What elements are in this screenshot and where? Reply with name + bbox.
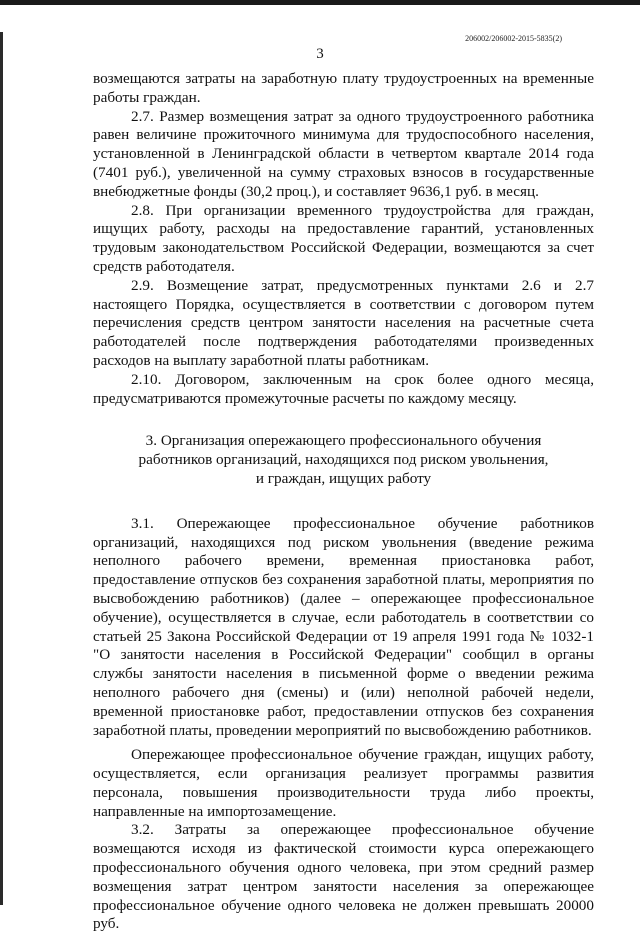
paragraph-3-2: 3.2. Затраты за опережающее профессиональное обучение возмещаются исходя из фактической стоимости курса опережающего профессионального обучения одного человека, при этом средний размер возмещения затрат центром занятости населения за опережающее профессиональное обучение одного человека не должен превышать 20000 руб. [93, 821, 594, 933]
page-number: 3 [316, 46, 324, 62]
document-id: 206002/206002-2015-5835(2) [465, 34, 562, 43]
paragraph-2-8: 2.8. При организации временного трудоустройства для граждан, ищущих работу, расходы на предоставление гарантий, установленных трудовым законодательством Российской Федерации, возмещаются за счет средств работодателя. [93, 201, 594, 275]
paragraph-3-1: 3.1. Опережающее профессиональное обучение работников организаций, находящихся под риском увольнения (введение режима неполного рабочего времени, временная приостановка работ, предоставление отпусков без сохранения заработной платы, мероприятия по высвобождению работников) (далее – опережающее профессиональное обучение), осуществляется в случае, если работодатель в соответствии со статьей 25 Закона Российской Федерации от 19 апреля 1991 года № 1032-1 "О занятости населения в Российской Федерации" сообщил в органы службы занятости населения в письменной форме о введении режима неполного рабочего дня (смены) и (или) неполной рабочей недели, временной приостановке работ, предоставлении отпусков без сохранения заработной платы, проведении мероприятий по высвобождению работников. [93, 514, 594, 739]
section-heading-line-3: и граждан, ищущих работу [255, 469, 432, 487]
paragraph-3-1-second: Опережающее профессиональное обучение граждан, ищущих работу, осуществляется, если организация реализует программы развития персонала, повышения производительности труда либо проекты, направленные на импортозамещение. [93, 746, 594, 820]
section-heading [93, 432, 594, 488]
paragraph-2-7: 2.7. Размер возмещения затрат за одного трудоустроенного работника равен величине прожиточного минимума для трудоспособного населения, установленной в Ленинградской области в четвертом квартале 2014 года (7401 руб.), увеличенной на сумму страховых взносов в государственные внебюджетные фонды (30,2 проц.), и составляет 9636,1 руб. в месяц. [93, 107, 594, 200]
paragraph-continuation: возмещаются затраты на заработную плату трудоустроенных на временные работы граждан. [93, 70, 594, 106]
paragraph-2-10: 2.10. Договором, заключенным на срок более одного месяца, предусматриваются промежуточные расчеты по каждому месяцу. [93, 370, 594, 407]
scan-edge-top [0, 0, 640, 5]
section-heading-line-2: работников организаций, находящихся под риском увольнения, [138, 451, 549, 469]
document-body [93, 70, 594, 934]
section-heading-line-1: 3. Организация опережающего профессионального обучения [145, 432, 542, 450]
scan-edge-left [0, 32, 3, 905]
paragraph-2-9: 2.9. Возмещение затрат, предусмотренных пунктами 2.6 и 2.7 настоящего Порядка, осуществляется в соответствии с договором путем перечисления средств центром занятости населения на расчетные счета работодателей после подтверждения работодателями произведенных расходов на выплату заработной платы работникам. [93, 276, 594, 369]
